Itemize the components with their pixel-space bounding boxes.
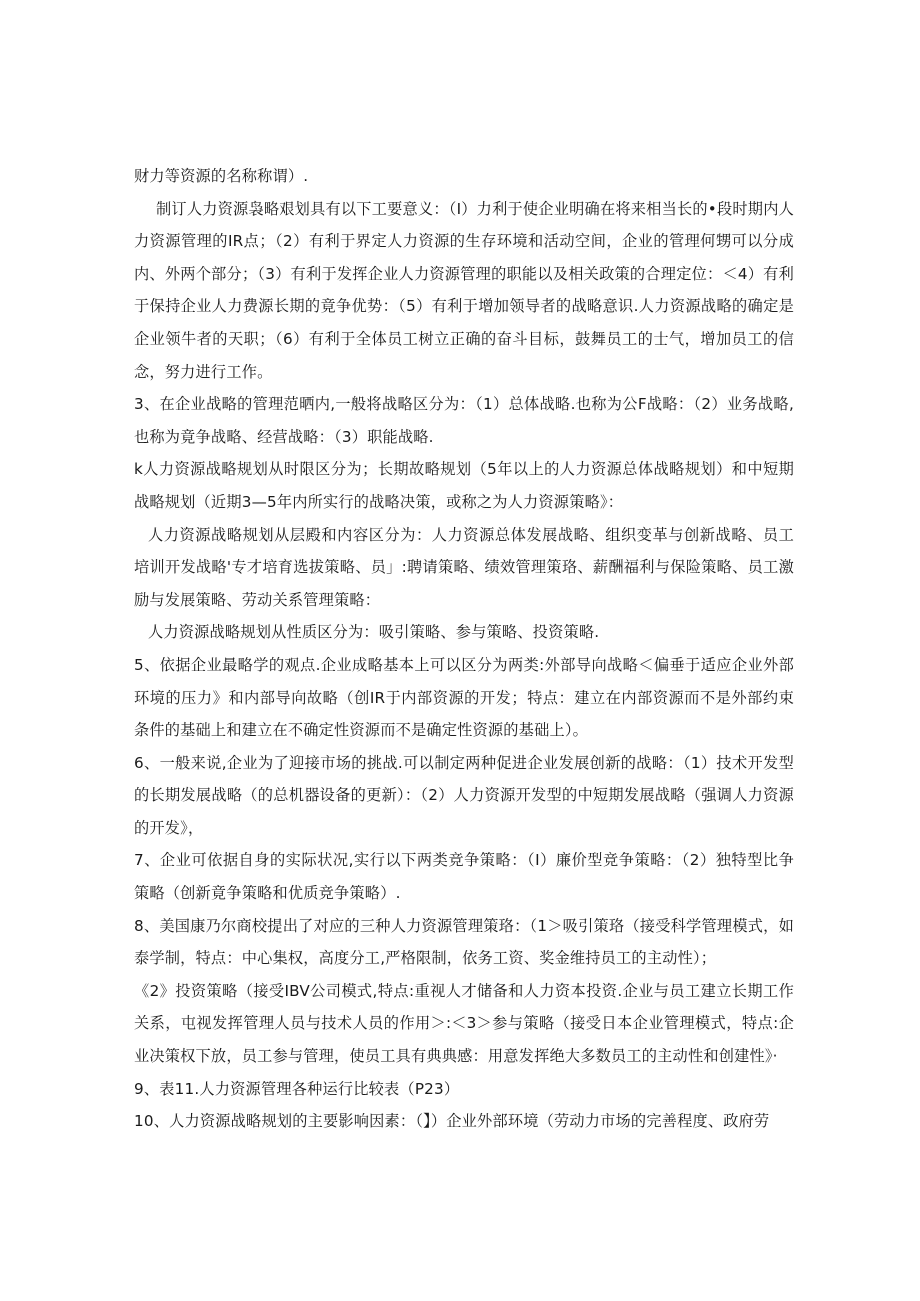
paragraph-item-8-continued: 《2》投资策略（接受IBV公司模式,特点:重视人才储备和人力资本投资.企业与员工建立长期工作关系，屯视发挥管理人员与技术人员的作用＞:＜3＞参与策略（接受日本企业管理模式，特点:企业决策权下放，员工参与管理，使员工具有典典感：用意发挥绝大多数员工的主动性和创建性》· <box>134 981 794 1066</box>
paragraph-continuation: 财力等资源的名称称谓）. <box>134 167 309 185</box>
paragraph-item-10: 10、人力资源战略规划的主要影响因素：（】）企业外部环境（劳动力市场的完善程度、政府劳 <box>134 1112 770 1131</box>
paragraph-item-6: 6、一般来说,企业为了迎接市场的挑战.可以制定两种促进企业发展创新的战略：（1）技术开发型的长期发展战略（的总机器设备的更新）：（2）人力资源开发型的中短期发展战略（强调人力资源的开发》， <box>134 753 794 837</box>
paragraph-nature-classification: 人力资源战略规划从性质区分为：吸引策略、参与策略、投资策略. <box>148 623 600 642</box>
paragraph-time-classification: k人力资源战略规划从时限区分为；长期故略规划（5年以上的人力资源总体战略规划）和中短期战略规划（近期3—5年内所实行的战略决策，或称之为人力资源策略》： <box>134 460 794 511</box>
paragraph-item-7: 7、企业可依据自身的实际状况,实行以下两类竞争策略：（I）廉价型竞争策略：（2）独特型比争策略（创新竟争策略和优质竞争策略）. <box>134 851 794 903</box>
paragraph-item-9: 9、表11.人力资源管理各种运行比较表（P23） <box>134 1079 460 1098</box>
document-body <box>134 160 794 1138</box>
paragraph-item-3: 3、在企业战略的管理范晒内,一般将战略区分为：（1）总体战略.也称为公F战略：（2）业务战略,也称为竟争战略、经营战略：（3）职能战略. <box>134 395 794 446</box>
paragraph-strategy-significance: 制订人力资源袅略艰划具有以下工要意义：（I）力利于使企业明确在将来相当长的•段时期内人力资源管理的IR点；（2）有利于界定人力资源的生存环境和活动空间，企业的管理何甥可以分成内、外两个部分；（3）有利于发挥企业人力资源管理的职能以及相关政策的合理定位：＜4）有利于保持企业人力费源长期的竟争优势：（5）有利于增加领导者的战略意识.人力资源战略的确定是企业领牛者的天职；（6）有利于全体员工树立正确的奋斗目标，鼓舞员工的士气，增加员工的信念，努力进行工作。 <box>134 199 794 381</box>
paragraph-item-8: 8、美国康乃尔商校提出了对应的三种人力资源管理策珞：（1＞吸引策珞（接受科学管理模式，如泰学制，特点：中心集权，高度分工,严格限制，依务工资、奖金维持员工的主动性）； <box>134 916 794 968</box>
paragraph-item-5: 5、依据企业最略学的观点.企业成略基本上可以区分为两类:外部导向战略＜偏垂于适应企业外部环境的压力》和内部导向故略（创IR于内部资源的开发；特点：建立在内部资源而不是外部约束条件的基础上和建立在不确定性资源而不是确定性资源的基础上）。 <box>134 655 794 740</box>
paragraph-level-classification: 人力资源战略规划从层殿和内容区分为：人力资源总体发展战略、组织变革与创新战略、员工培训开发战略'专才培育选拔策略、员」:聘请策略、绩效管理策珞、薪酬福利与保险策略、员工激励与发展策略、劳动关系管理策略： <box>134 525 794 609</box>
